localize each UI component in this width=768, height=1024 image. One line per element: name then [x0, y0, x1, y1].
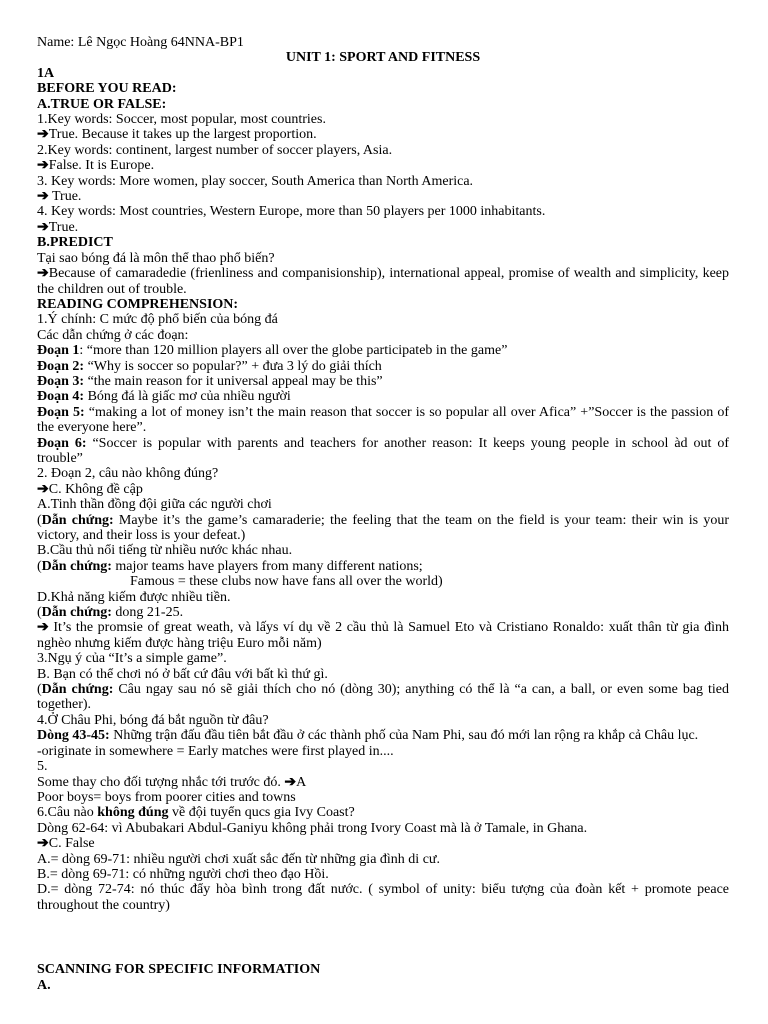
reading-q2-d-evidence: (Dẫn chứng: dong 21-25. [37, 605, 184, 621]
tf-q3: 3. Key words: More women, play soccer, South America than North America. [37, 173, 474, 189]
reading-q3-option-b: B. Bạn có thể chơi nó ở bất cứ đâu với bất kì thứ gì. [37, 666, 328, 682]
reading-q5: 5. [37, 759, 48, 775]
reading-q4-evidence: Dòng 43-45: Những trận đấu đầu tiên bắt đầu ở các thành phố của Nam Phi, sau đó mới lan rộng ra khắp cả Châu lục. [37, 728, 699, 744]
reading-q6-option-a: A.= dòng 69-71: nhiều người chơi xuất sắc đến từ những gia đình di cư. [37, 851, 440, 867]
reading-q2-answer: ➔C. Không đề cập [37, 481, 143, 497]
reading-heading: READING COMPREHENSION: [37, 296, 239, 312]
predict-question: Tại sao bóng đá là môn thể thao phổ biến? [37, 250, 275, 266]
tf-a3: ➔ True. [37, 189, 82, 205]
arrow-icon: ➔ [37, 158, 49, 174]
name-line: Name: Lê Ngọc Hoàng 64NNA-BP1 [37, 35, 244, 50]
reading-q2-a-evidence: (Dẫn chứng: Maybe it’s the game’s camaraderie; the feeling that the team on the field is your team: their win is your victory, and their loss is your defeat.) [37, 512, 729, 543]
tf-q1: 1.Key words: Soccer, most popular, most countries. [37, 112, 326, 128]
arrow-icon: ➔ [37, 189, 49, 205]
tf-a4: ➔True. [37, 219, 79, 235]
reading-q2-b-evidence: (Dẫn chứng: major teams have players from many different nations; [37, 558, 423, 574]
tf-a2: ➔False. It is Europe. [37, 158, 155, 174]
tf-a1: ➔True. Because it takes up the largest proportion. [37, 127, 317, 143]
scanning-heading: SCANNING FOR SPECIFIC INFORMATION [37, 962, 321, 978]
reading-q6-option-d: D.= dòng 72-74: nó thúc đẩy hòa bình trong đất nước. ( symbol of unity: biểu tượng của đoàn kết + promote peace throughout the country) [37, 882, 729, 913]
arrow-icon: ➔ [37, 620, 49, 636]
before-read-heading: BEFORE YOU READ: [37, 81, 177, 97]
true-false-heading: A.TRUE OR FALSE: [37, 96, 167, 112]
arrow-icon: ➔ [37, 266, 49, 282]
reading-q3-evidence: (Dẫn chứng: Câu ngay sau nó sẽ giải thích cho nó (dòng 30); anything có thể là “a can, a ball, or even some bag tied together). [37, 682, 729, 713]
reading-q1: 1.Ý chính: C mức độ phổ biến của bóng đá [37, 312, 278, 328]
reading-q3: 3.Ngụ ý của “It’s a simple game”. [37, 651, 227, 667]
paragraph-6-evidence: Đoạn 6: “Soccer is popular with parents and teachers for another reason: It keeps young people in school àd out of trouble” [37, 435, 729, 466]
reading-q5-note: Poor boys= boys from poorer cities and towns [37, 789, 296, 805]
paragraph-1-evidence: Đoạn 1: “more than 120 million players all over the globe participateb in the game” [37, 343, 508, 359]
reading-q4: 4.Ở Châu Phi, bóng đá bắt nguồn từ đâu? [37, 712, 269, 728]
arrow-icon: ➔ [37, 127, 49, 143]
reading-q2-option-b: B.Cầu thủ nổi tiếng từ nhiều nước khác nhau. [37, 543, 293, 559]
scanning-sub: A. [37, 977, 51, 993]
section-label: 1A [37, 65, 55, 81]
reading-q2: 2. Đoạn 2, câu nào không đúng? [37, 466, 219, 482]
predict-heading: B.PREDICT [37, 235, 113, 251]
tf-q2: 2.Key words: continent, largest number of soccer players, Asia. [37, 142, 393, 158]
reading-q6-answer: ➔C. False [37, 836, 95, 852]
reading-q2-option-d: D.Khả năng kiếm được nhiều tiền. [37, 589, 231, 605]
reading-q2-d-note: ➔ It’s the promsie of great weath, và lấys ví dụ về 2 cầu thủ là Samuel Eto và Cristiano Ronaldo: xuất thân từ gia đình nghèo nhưng kiếm được hàng triệu Euro mỗi năm) [37, 620, 729, 651]
reading-q6-option-b: B.= dòng 69-71: có những người chơi theo đạo Hồi. [37, 866, 329, 882]
reading-q2-b-evidence-2: Famous = these clubs now have fans all over the world) [130, 574, 443, 590]
arrow-icon: ➔ [37, 481, 49, 497]
reading-q5-text: Some thay cho đối tượng nhắc tới trước đó. ➔A [37, 774, 307, 790]
arrow-icon: ➔ [284, 774, 297, 790]
unit-title: UNIT 1: SPORT AND FITNESS [285, 50, 481, 66]
document-page [37, 35, 729, 993]
paragraph-4-evidence: Đoạn 4: Bóng đá là giấc mơ của nhiều người [37, 389, 291, 405]
spacer [37, 913, 729, 962]
reading-q1-sub: Các dẫn chứng ở các đoạn: [37, 327, 189, 343]
reading-q6-line: Dòng 62-64: vì Abubakari Abdul-Ganiyu không phải trong Ivory Coast mà là ở Tamale, in Ghana. [37, 820, 588, 836]
arrow-icon: ➔ [37, 836, 49, 852]
paragraph-3-evidence: Đoạn 3: “the main reason for it universal appeal may be this” [37, 373, 383, 389]
reading-q4-note: -originate in somewhere = Early matches were first played in.... [37, 743, 394, 759]
reading-q2-option-a: A.Tinh thần đồng đội giữa các người chơi [37, 497, 272, 513]
tf-q4: 4. Key words: Most countries, Western Europe, more than 50 players per 1000 inhabitants. [37, 204, 546, 220]
arrow-icon: ➔ [37, 219, 49, 235]
paragraph-5-evidence: Đoạn 5: “making a lot of money isn’t the main reason that soccer is so popular all over Afica” +”Soccer is the passion of the everyone here”. [37, 404, 729, 436]
predict-answer: ➔Because of camaradedie (frienliness and companisionship), international appeal, promise of wealth and simplicity, keep the children out of trouble. [37, 266, 729, 297]
paragraph-2-evidence: Đoạn 2: “Why is soccer so popular?” + đưa 3 lý do giải thích [37, 358, 382, 374]
reading-q6: 6.Câu nào không đúng về đội tuyển qucs gia Ivy Coast? [37, 805, 355, 821]
